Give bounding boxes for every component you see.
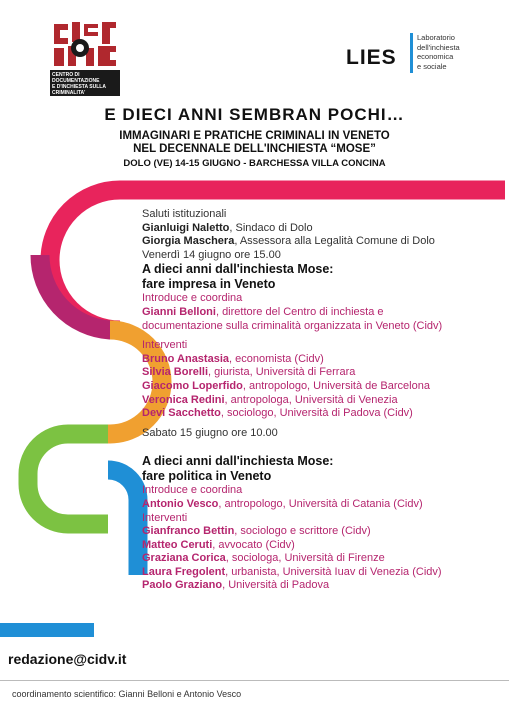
day2-session-title: fare politica in Veneto — [142, 469, 272, 484]
speaker-name: Veronica Redini — [142, 393, 225, 406]
day2-date: Sabato 15 giugno ore 10.00 — [142, 426, 278, 439]
speaker-name: Gianfranco Bettin — [142, 525, 235, 538]
day1-date: Venerdì 14 giugno ore 15.00 — [142, 248, 281, 261]
speaker-role: , urbanista, Università Iuav di Venezia (Cidv) — [225, 565, 442, 578]
speaker-name: Paolo Graziano — [142, 579, 223, 592]
footer-divider — [0, 680, 509, 681]
speaker-role: , antropologo, Università di Catania (Cidv) — [218, 497, 423, 510]
day1-speaker — [142, 366, 502, 380]
lies-desc-line: Laboratorio — [417, 33, 455, 42]
day1-talks-label: Interventi — [142, 339, 188, 352]
day1-chair-label: Introduce e coordina — [142, 292, 243, 305]
contact-email[interactable]: redazione@cidv.it — [8, 651, 127, 667]
program — [142, 208, 502, 593]
day1-speaker — [142, 380, 502, 394]
ribbon-blue-segment — [108, 470, 138, 575]
ribbon-green-segment — [28, 434, 108, 524]
lies-desc-line: economica — [417, 52, 454, 61]
day1-speaker — [142, 353, 502, 367]
greeting-speaker — [142, 222, 502, 236]
speaker-role: , sociologa, Università di Firenze — [225, 552, 385, 565]
day2-speaker — [142, 552, 502, 566]
speaker-role: , economista (Cidv) — [229, 352, 324, 365]
cidv-caption-line: CENTRO DI DOCUMENTAZIONE — [52, 72, 100, 84]
day2-chair-label: Introduce e coordina — [142, 484, 243, 497]
footer-accent-bar — [0, 623, 94, 637]
speaker-name: Laura Fregolent — [142, 565, 226, 578]
day2-chair — [142, 498, 502, 512]
day2-speaker — [142, 579, 502, 593]
day2-talks-label: Interventi — [142, 511, 188, 524]
speaker-name: Gianni Belloni — [142, 305, 216, 318]
event-title: E DIECI ANNI SEMBRAN POCHI… — [104, 105, 405, 124]
day1-chair — [142, 306, 502, 320]
event-subtitle-line2: NEL DECENNALE DELL'INCHIESTA “MOSE” — [133, 143, 376, 155]
day2-speaker — [142, 525, 502, 539]
speaker-name: Graziana Corica — [142, 552, 226, 565]
scientific-coordination: coordinamento scientifico: Gianni Belloni e Antonio Vesco — [12, 689, 242, 699]
speaker-name: Silvia Borelli — [142, 366, 209, 379]
day2-speaker — [142, 539, 502, 553]
speaker-role: , Sindaco di Dolo — [229, 221, 313, 234]
day1-speaker — [142, 407, 502, 421]
cidv-caption-line: CRIMINALITA' ORGANIZZATA — [52, 90, 88, 102]
greetings-label: Saluti istituzionali — [142, 208, 227, 220]
speaker-name: Matteo Ceruti — [142, 538, 213, 551]
speaker-name: Gianluigi Naletto — [142, 221, 230, 234]
lies-logo: LIES — [346, 46, 397, 69]
greeting-speaker — [142, 235, 502, 249]
speaker-role: , sociologo, Università di Padova (Cidv) — [220, 407, 413, 420]
speaker-role: , Assessora alla Legalità Comune di Dolo — [234, 235, 435, 248]
speaker-role: , avvocato (Cidv) — [212, 538, 295, 551]
speaker-name: Giacomo Loperfido — [142, 379, 243, 392]
day2-speaker — [142, 566, 502, 580]
speaker-role: , Università di Padova — [222, 579, 330, 592]
day2-session-title: A dieci anni dall'inchiesta Mose: — [142, 454, 334, 469]
day1-session-title: A dieci anni dall'inchiesta Mose: — [142, 262, 334, 277]
speaker-name: Antonio Vesco — [142, 497, 219, 510]
event-dateline: DOLO (VE) 14-15 GIUGNO - BARCHESSA VILLA CONCINA — [123, 158, 386, 169]
speaker-name: Bruno Anastasia — [142, 352, 230, 365]
speaker-role: , giurista, Università di Ferrara — [208, 366, 356, 379]
cidv-caption-line: E D'INCHIESTA SULLA — [52, 84, 106, 90]
lies-desc-line: dell'inchiesta — [417, 42, 460, 52]
lies-desc-line: e sociale — [417, 61, 447, 71]
speaker-role: , direttore del Centro di inchiesta e — [215, 305, 384, 318]
event-subtitle-line1: IMMAGINARI E PRATICHE CRIMINALI IN VENETO — [119, 130, 390, 142]
day1-speaker — [142, 394, 502, 408]
speaker-name: Devi Sacchetto — [142, 407, 221, 420]
speaker-name: Giorgia Maschera — [142, 235, 235, 248]
speaker-role: , antropologo, Università de Barcelona — [242, 379, 430, 392]
speaker-role: , antropologa, Università di Venezia — [224, 393, 398, 406]
speaker-role: , sociologo e scrittore (Cidv) — [234, 525, 371, 538]
day1-session-title: fare impresa in Veneto — [142, 277, 276, 292]
day1-chair-role-cont: documentazione sulla criminalità organizzata in Veneto (Cidv) — [142, 319, 443, 332]
